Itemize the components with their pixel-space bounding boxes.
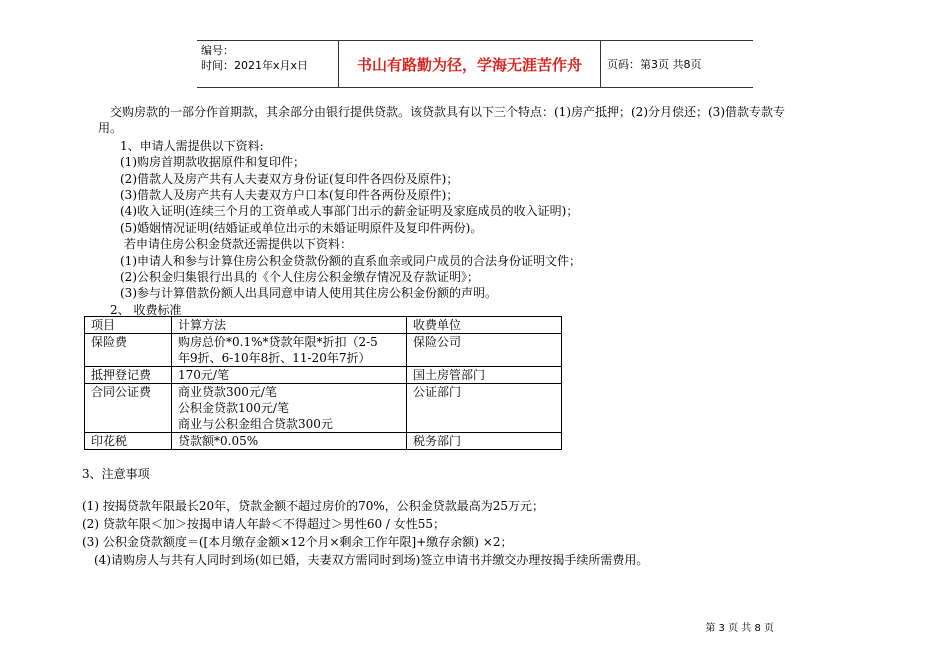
header-meta xyxy=(197,41,339,87)
table-cell-method xyxy=(172,334,407,367)
method-line: 170元/笔 xyxy=(178,368,229,382)
document-body xyxy=(98,104,870,318)
table-header-cell: 项目 xyxy=(85,317,172,334)
table-row xyxy=(85,367,562,384)
intro-line-1: 交购房款的一部分作首期款，其余部分由银行提供贷款。该贷款具有以下三个特点：(1)房产抵押；(2)分月偿还；(3)借款专款专 xyxy=(110,105,785,119)
section1-subtitle: 若申请住房公积金贷款还需提供以下资料： xyxy=(124,237,353,252)
section1-extra-item: (1)申请人和参与计算住房公积金贷款份额的直系血亲或同户成员的合法身份证明文件； xyxy=(120,253,582,268)
section1-extra-item: (3)参与计算借款份额人出具同意申请人使用其住房公积金份额的声明。 xyxy=(120,286,498,301)
notes-section xyxy=(82,466,648,568)
note-item: (2) 贷款年限＜加＞按揭申请人年龄＜不得超过＞男性60 / 女性55； xyxy=(82,517,446,531)
section1-extra-item: (2)公积金归集银行出具的《个人住房公积金缴存情况及存款证明》； xyxy=(120,270,480,285)
intro-line-2: 用。 xyxy=(98,121,123,136)
table-header-cell: 计算方法 xyxy=(172,317,407,334)
section1-item: (1)购房首期款收据原件和复印件； xyxy=(120,155,305,170)
section1-title: 1、申请人需提供以下资料: xyxy=(120,138,264,153)
table-header-row xyxy=(85,317,562,334)
table-row xyxy=(85,384,562,433)
table-header-cell: 收费单位 xyxy=(407,317,562,334)
section1-item: (5)婚姻情况证明(结婚证或单位出示的未婚证明原件及复印件两份)。 xyxy=(120,220,483,235)
table-cell-method xyxy=(172,384,407,433)
table-row xyxy=(85,334,562,367)
method-line: 贷款额*0.05% xyxy=(178,434,259,448)
table-cell-item: 合同公证费 xyxy=(85,384,172,433)
table-cell-item: 保险费 xyxy=(85,334,172,367)
table-cell-unit: 税务部门 xyxy=(407,433,562,450)
table-cell-item: 抵押登记费 xyxy=(85,367,172,384)
time-label: 时间：2021年x月x日 xyxy=(201,59,309,72)
method-line: 公积金贷款100元/笔 xyxy=(178,401,289,415)
table-cell-item: 印花税 xyxy=(85,433,172,450)
page-header xyxy=(197,40,753,88)
note-item: (1) 按揭贷款年限最长20年，贷款金额不超过房价的70%，公积金贷款最高为25万元； xyxy=(82,499,545,513)
section2-title: 2、 收费标准 xyxy=(110,302,182,317)
section1-item: (3)借款人及房产共有人夫妻双方户口本(复印件各两份及原件)； xyxy=(120,188,459,203)
table-cell-unit: 公证部门 xyxy=(407,384,562,433)
method-line: 商业与公积金组合贷款300元 xyxy=(178,417,333,431)
table-cell-method xyxy=(172,433,407,450)
method-line: 年9折、6-10年8折、11-20年7折） xyxy=(178,351,371,365)
note-item: (3) 公积金贷款额度＝([本月缴存金额×12个月×剩余工作年限]+缴存余额) ×2； xyxy=(82,535,513,549)
table-cell-method xyxy=(172,367,407,384)
table-row xyxy=(85,433,562,450)
method-line: 商业贷款300元/笔 xyxy=(178,385,277,399)
table-cell-unit: 保险公司 xyxy=(407,334,562,367)
header-page-info: 页码：第3页 共8页 xyxy=(607,58,702,71)
method-line: 购房总价*0.1%*贷款年限*折扣（2-5 xyxy=(178,335,378,349)
header-motto: 书山有路勤为径，学海无涯苦作舟 xyxy=(339,41,601,87)
number-label: 编号： xyxy=(201,44,234,57)
fee-table xyxy=(84,316,562,450)
section1-item: (4)收入证明(连续三个月的工资单或人事部门出示的薪金证明及家庭成员的收入证明)； xyxy=(120,204,579,219)
section1-item: (2)借款人及房产共有人夫妻双方身份证(复印件各四份及原件)； xyxy=(120,171,459,186)
section3-title: 3、注意事项 xyxy=(82,467,150,481)
page-footer: 第 3 页 共 8 页 xyxy=(705,623,774,634)
table-cell-unit: 国土房管部门 xyxy=(407,367,562,384)
note-item: (4)请购房人与共有人同时到场(如已婚，夫妻双方需同时到场)签立申请书并缴交办理按揭手续所需费用。 xyxy=(94,553,649,567)
